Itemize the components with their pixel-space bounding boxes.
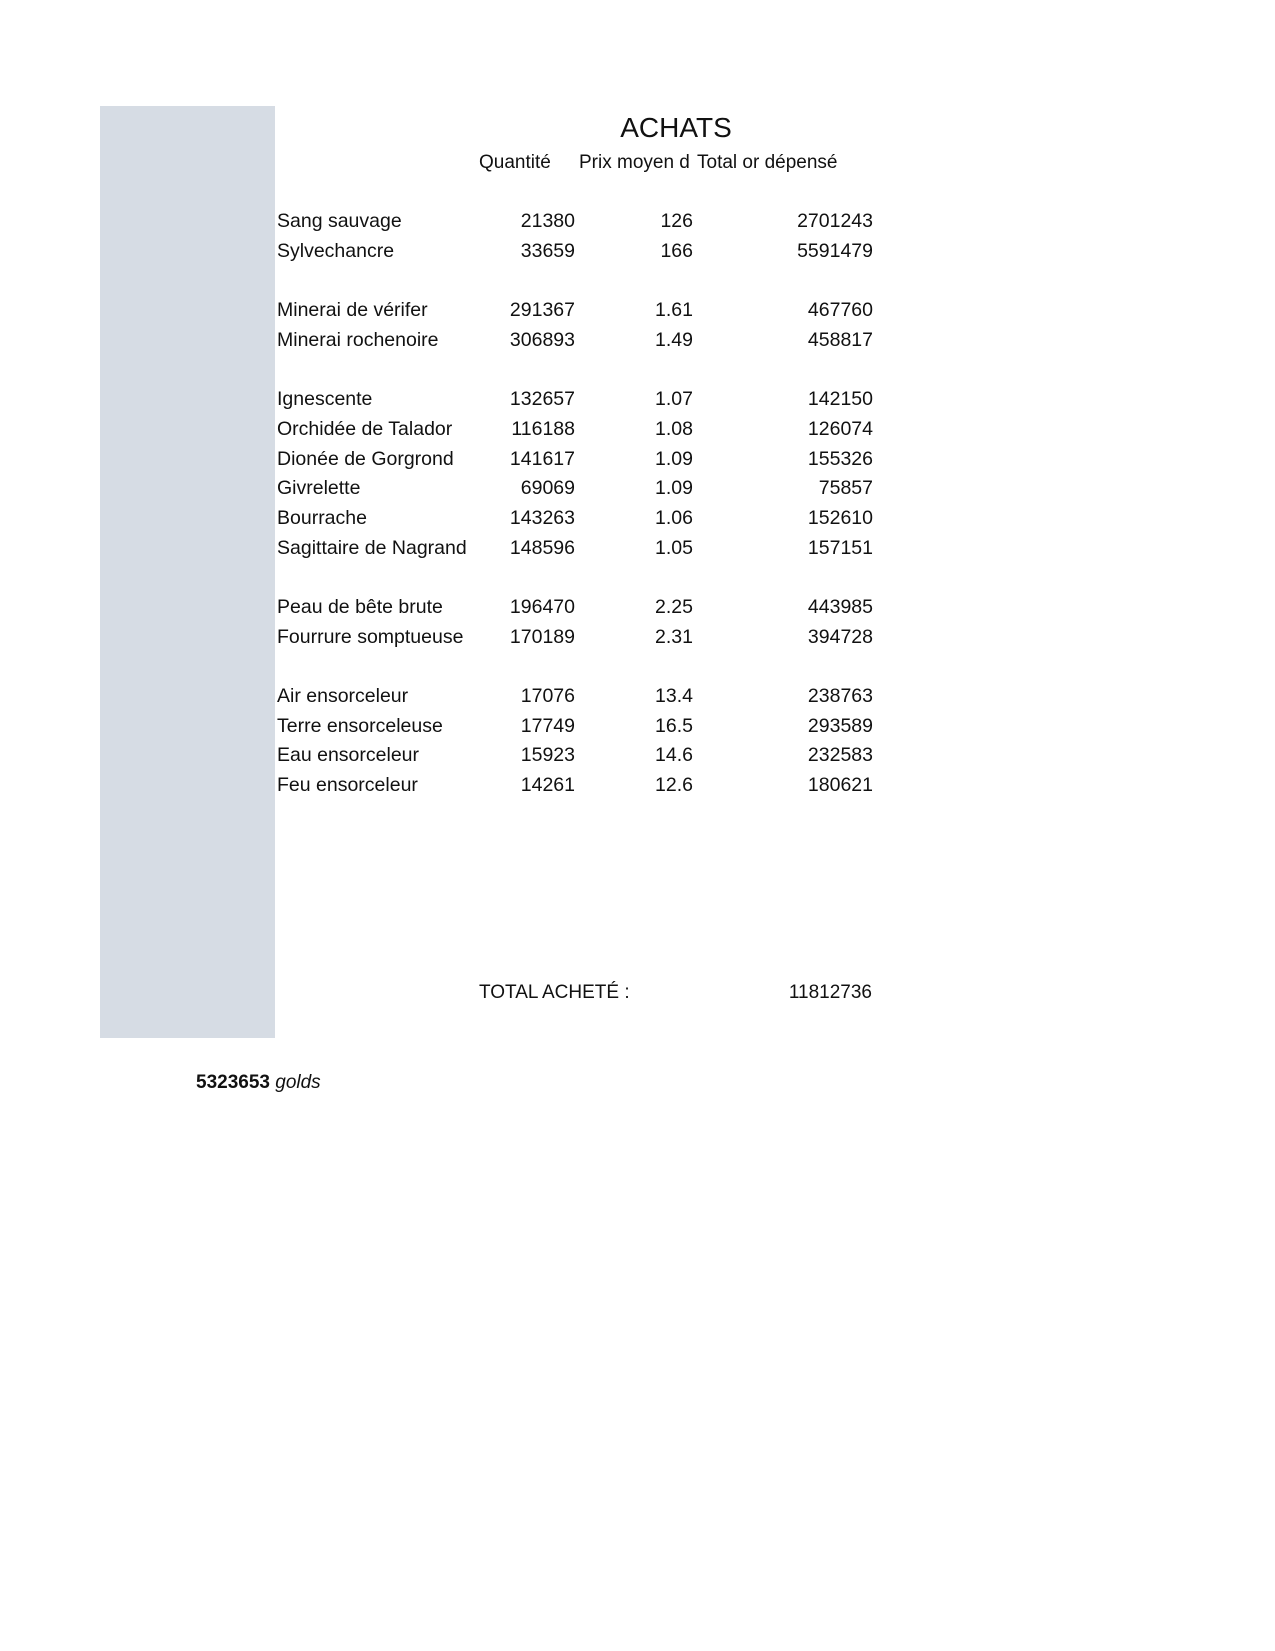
table-row: [277, 771, 877, 801]
cell-qty: 17749: [520, 714, 575, 737]
cell-name: Fourrure somptueuse: [277, 625, 464, 648]
cell-total: 293589: [807, 714, 873, 737]
header-quantity: Quantité: [479, 152, 551, 173]
table-row: [277, 623, 877, 653]
cell-price: 1.09: [655, 447, 693, 470]
table-row: [277, 741, 877, 771]
cell-qty: 143263: [509, 506, 575, 529]
cell-total: 157151: [807, 536, 873, 559]
cell-price: 126: [660, 210, 693, 232]
cell-price: 1.49: [655, 328, 693, 351]
cell-total: 458817: [807, 328, 873, 351]
cell-qty: 141617: [509, 447, 575, 470]
cell-price: 13.4: [655, 685, 693, 707]
total-value: 11812736: [788, 982, 872, 1003]
cell-total: 152610: [807, 506, 873, 529]
table-row: [277, 712, 877, 742]
cell-name: Feu ensorceleur: [277, 774, 418, 797]
table-row: [277, 682, 877, 712]
golds-unit: golds: [275, 1072, 321, 1093]
header-total: Total or dépensé: [697, 152, 838, 173]
golds-summary: [196, 1070, 321, 1096]
cell-name: Minerai de vérifer: [277, 299, 428, 322]
cell-qty: 291367: [509, 299, 575, 322]
cell-total: 232583: [807, 744, 873, 767]
shaded-column: [100, 106, 275, 1038]
item-group: [277, 682, 877, 801]
cell-price: 2.31: [655, 625, 693, 648]
cell-name: Sylvechancre: [277, 239, 395, 262]
table-row: [277, 415, 877, 445]
cell-qty: 148596: [509, 536, 575, 559]
cell-name: Bourrache: [277, 506, 367, 529]
cell-total: 142150: [807, 388, 873, 411]
table-row: [277, 326, 877, 356]
cell-qty: 14261: [520, 774, 575, 797]
cell-qty: 196470: [509, 595, 575, 618]
cell-price: 1.05: [655, 536, 693, 559]
cell-qty: 116188: [511, 417, 575, 440]
item-group: [277, 593, 877, 652]
cell-name: Minerai rochenoire: [277, 328, 439, 351]
cell-qty: 306893: [509, 328, 575, 351]
page-title: ACHATS: [620, 112, 732, 143]
cell-total: 2701243: [797, 210, 873, 232]
cell-price: 1.06: [655, 506, 693, 529]
cell-price: 16.5: [655, 714, 693, 737]
table-row: [277, 237, 877, 267]
cell-total: 75857: [818, 477, 873, 500]
table-row: [277, 474, 877, 504]
table-row: [277, 207, 877, 237]
cell-price: 2.25: [655, 595, 693, 618]
cell-price: 1.08: [655, 417, 693, 440]
cell-name: Ignescente: [277, 388, 373, 411]
header-price: Prix moyen d: [579, 152, 690, 173]
table-row: [277, 445, 877, 475]
item-group: [277, 207, 877, 266]
cell-total: 180621: [807, 774, 873, 797]
cell-qty: 33659: [520, 239, 575, 262]
cell-qty: 17076: [520, 685, 575, 707]
cell-name: Dionée de Gorgrond: [277, 447, 454, 470]
cell-name: Eau ensorceleur: [277, 744, 420, 767]
cell-price: 1.09: [655, 477, 693, 500]
cell-price: 12.6: [655, 774, 693, 797]
cell-total: 443985: [807, 595, 873, 618]
table-row: [277, 504, 877, 534]
cell-price: 14.6: [655, 744, 693, 767]
cell-price: 166: [660, 239, 693, 262]
cell-name: Sang sauvage: [277, 210, 402, 232]
cell-name: Peau de bête brute: [277, 595, 443, 618]
cell-price: 1.61: [655, 299, 693, 322]
cell-qty: 21380: [520, 210, 575, 232]
cell-total: 238763: [807, 685, 873, 707]
cell-total: 126074: [807, 417, 873, 440]
cell-name: Orchidée de Talador: [277, 417, 453, 440]
table-row: [277, 385, 877, 415]
cell-price: 1.07: [655, 388, 693, 411]
table-row: [277, 534, 877, 564]
cell-total: 394728: [807, 625, 873, 648]
purchases-table: [277, 207, 877, 830]
cell-qty: 15923: [520, 744, 575, 767]
cell-qty: 132657: [509, 388, 575, 411]
item-group: [277, 385, 877, 563]
golds-value: 5323653: [196, 1072, 270, 1093]
cell-name: Terre ensorceleuse: [277, 714, 443, 737]
cell-name: Air ensorceleur: [277, 685, 409, 707]
cell-total: 155326: [807, 447, 873, 470]
cell-qty: 170189: [509, 625, 575, 648]
cell-qty: 69069: [520, 477, 575, 500]
item-group: [277, 296, 877, 355]
table-row: [277, 296, 877, 326]
total-label: TOTAL ACHETÉ :: [479, 982, 630, 1003]
cell-name: Givrelette: [277, 477, 361, 500]
cell-total: 5591479: [797, 239, 873, 262]
cell-name: Sagittaire de Nagrand: [277, 536, 467, 559]
table-row: [277, 593, 877, 623]
cell-total: 467760: [807, 299, 873, 322]
